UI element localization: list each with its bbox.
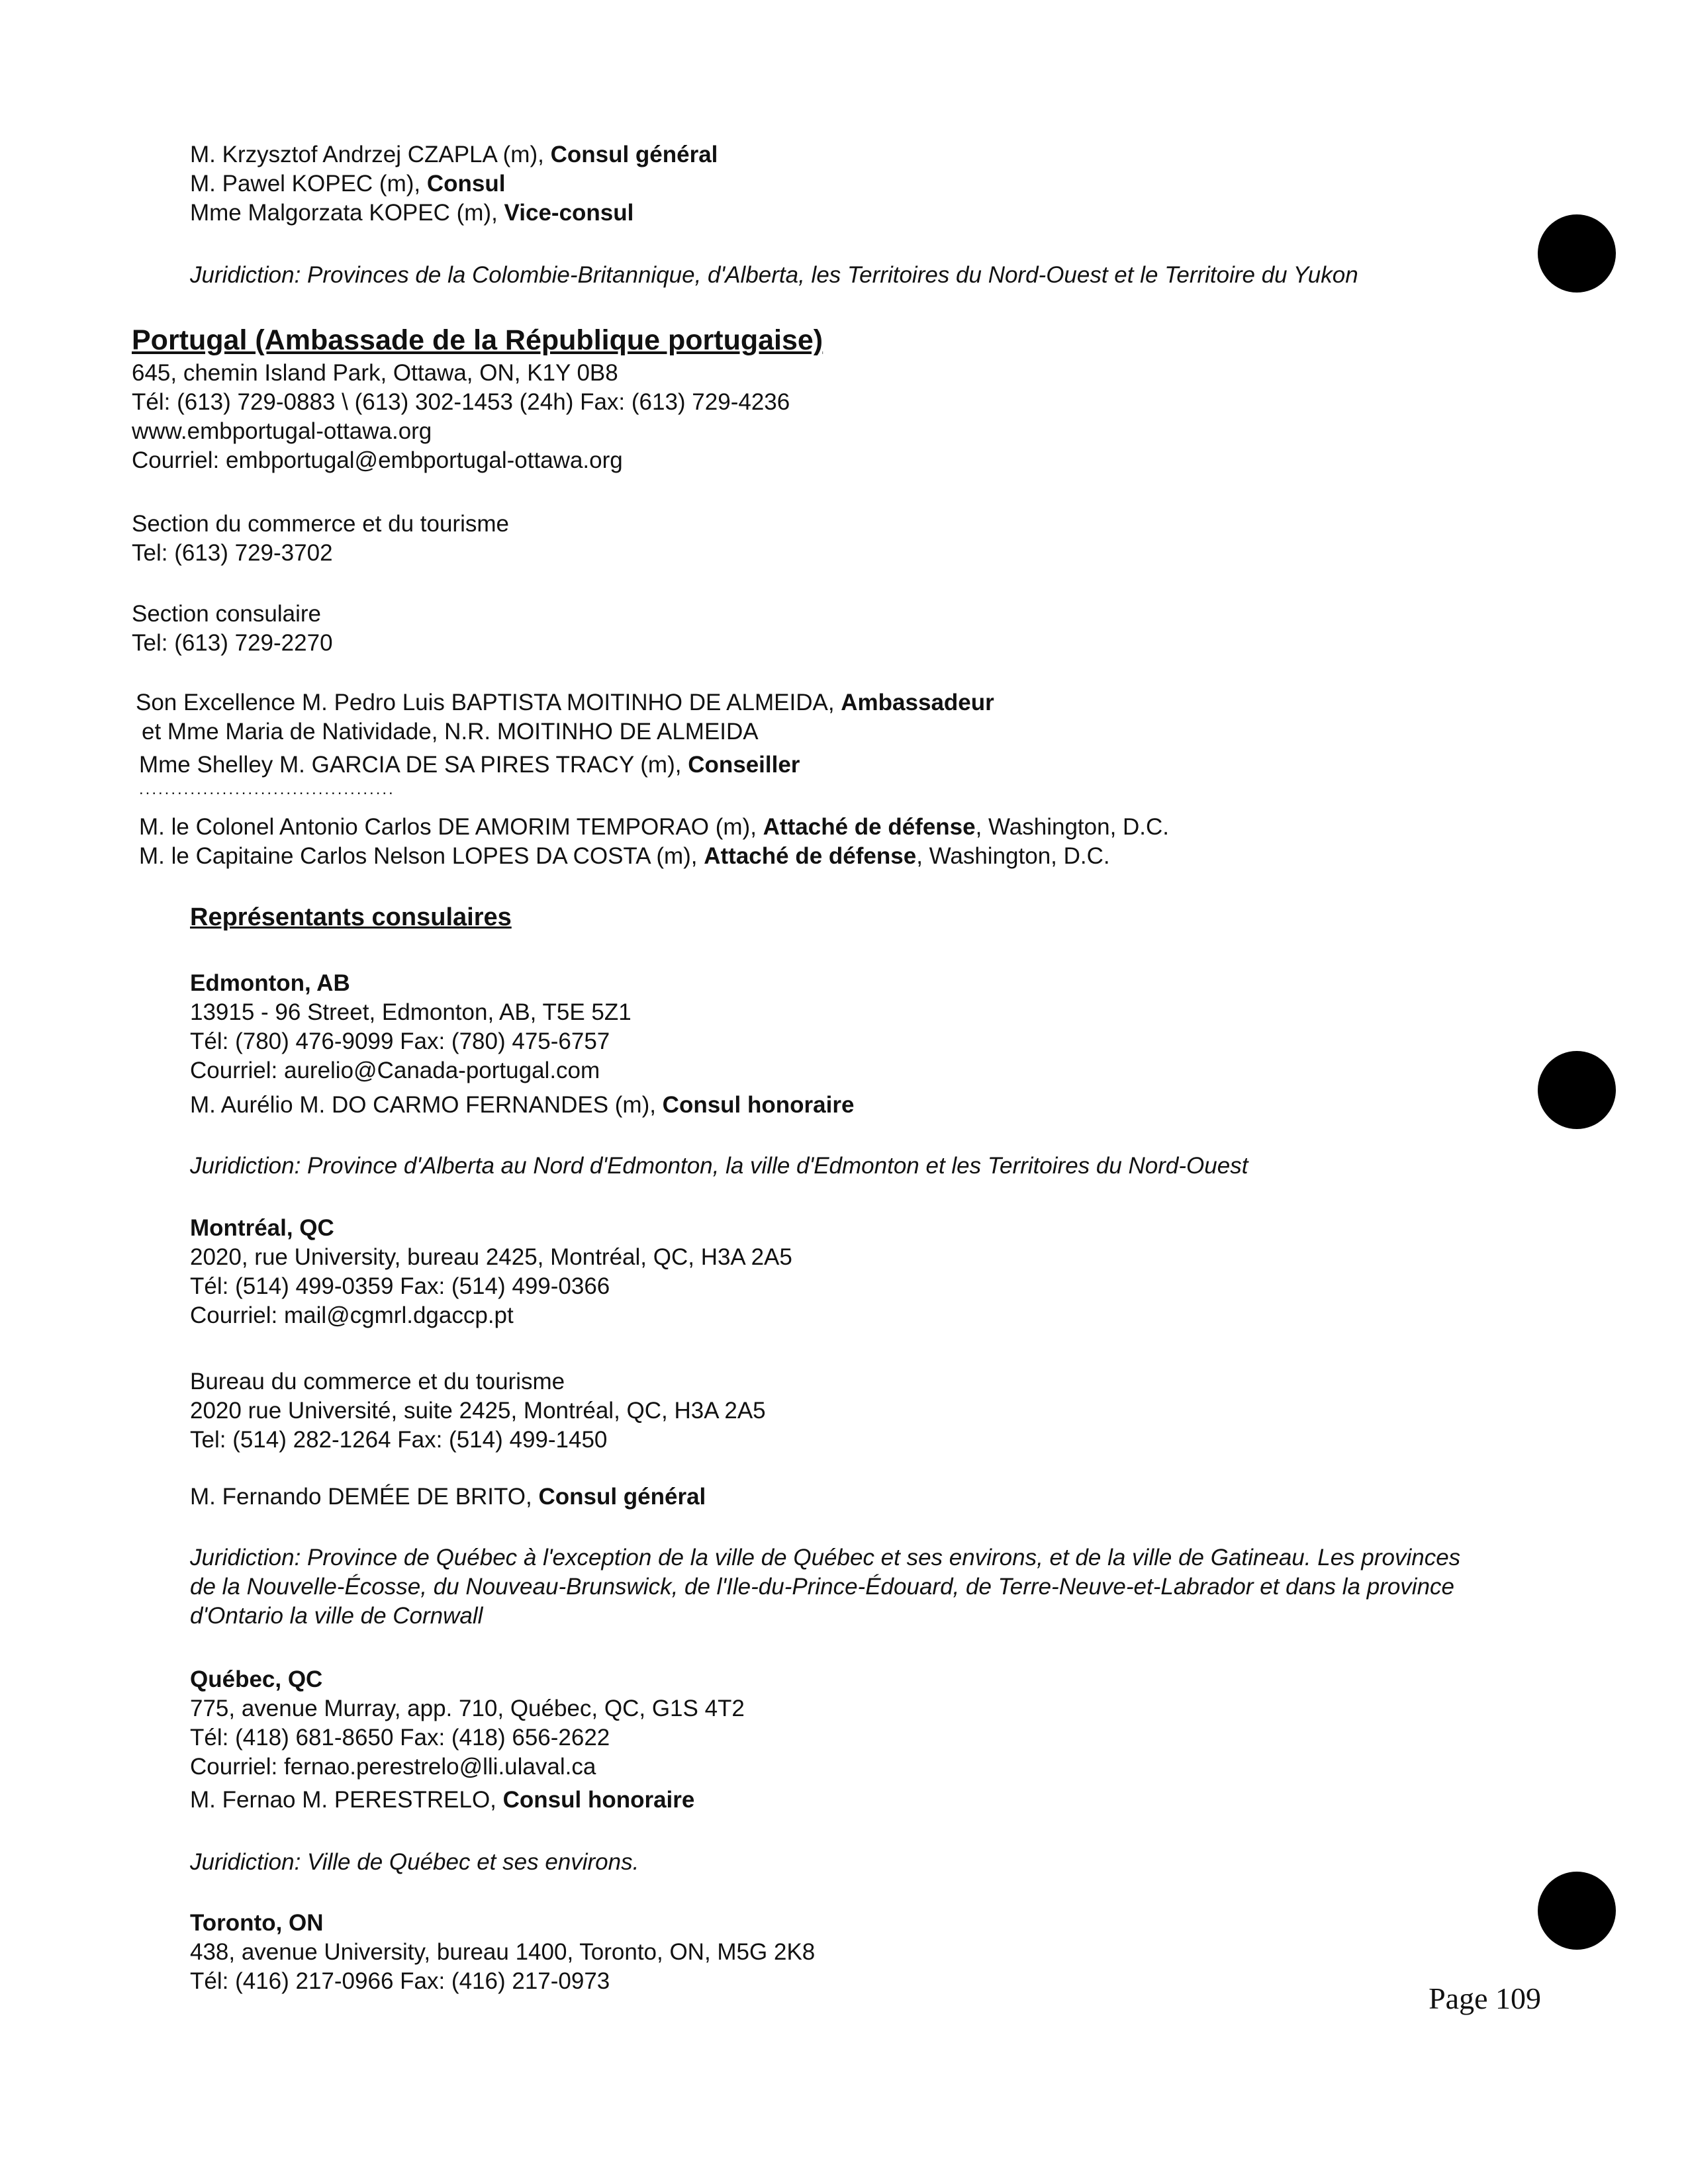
officer-title: Consul général [550,142,718,167]
ambassador-title: Ambassadeur [841,690,994,715]
officer-line [190,169,718,199]
attache-name: M. le Capitaine Carlos Nelson LOPES DA COSTA (m), [139,843,704,869]
embassy-heading: Portugal (Ambassade de la République portugaise) [132,324,823,356]
quebec-phone: Tél: (418) 681-8650 Fax: (418) 656-2622 [190,1725,610,1751]
trade-section-tel: Tel: (613) 729-3702 [132,540,333,566]
consular-section-tel: Tel: (613) 729-2270 [132,630,333,656]
officer-line [190,140,718,169]
ambassador-line [136,688,994,717]
quebec-jurisdiction: Juridiction: Ville de Québec et ses environs. [190,1849,639,1875]
toronto-address: 438, avenue University, bureau 1400, Toronto, ON, M5G 2K8 [190,1939,816,1965]
montreal-officer [190,1482,706,1512]
quebec-block [190,1665,745,1782]
attaches [139,813,1169,871]
edmonton-block [190,969,632,1085]
quebec-email: Courriel: fernao.perestrelo@lli.ulaval.ca [190,1754,596,1780]
quebec-officer-line [190,1786,694,1815]
counsellor [139,751,800,780]
embassy-address: 645, chemin Island Park, Ottawa, ON, K1Y 0B8 [132,360,618,386]
officer-name: M. Pawel KOPEC (m), [190,171,427,197]
attache-place: , Washington, D.C. [916,843,1110,869]
quebec-address: 775, avenue Murray, app. 710, Québec, QC, G1S 4T2 [190,1696,745,1721]
attache-title: Attaché de défense [704,843,917,869]
quebec-officer-title: Consul honoraire [502,1787,695,1813]
embassy-website: www.embportugal-ottawa.org [132,418,432,444]
edmonton-officer [190,1091,854,1120]
officer-name: Mme Malgorzata KOPEC (m), [190,200,504,226]
montreal-city: Montréal, QC [190,1215,334,1241]
punch-hole [1538,1872,1616,1950]
attache-place: , Washington, D.C. [975,814,1170,840]
montreal-officer-line [190,1482,706,1512]
consular-section [132,600,333,658]
edmonton-jurisdiction: Juridiction: Province d'Alberta au Nord d'Edmonton, la ville d'Edmonton et les Territoires du Nord-Ouest [190,1153,1248,1179]
trade-section-label: Section du commerce et du tourisme [132,511,509,537]
reps-heading: Représentants consulaires [190,903,512,931]
edmonton-officer-name: M. Aurélio M. DO CARMO FERNANDES (m), [190,1092,663,1118]
montreal-officer-title: Consul général [538,1484,706,1510]
attache-title: Attaché de défense [763,814,976,840]
toronto-phone: Tél: (416) 217-0966 Fax: (416) 217-0973 [190,1968,610,1994]
toronto-block [190,1909,815,1996]
montreal-trade-address: 2020 rue Université, suite 2425, Montréal, QC, H3A 2A5 [190,1398,766,1424]
consulate-jurisdiction: Juridiction: Provinces de la Colombie-Britannique, d'Alberta, les Territoires du Nord-Ouest et le Territoire du Yukon [190,262,1358,288]
counsellor-name: Mme Shelley M. GARCIA DE SA PIRES TRACY (m), [139,752,688,778]
toronto-city: Toronto, ON [190,1910,324,1936]
separator: ........................................ [139,780,395,798]
ambassador-name: Son Excellence M. Pedro Luis BAPTISTA MOITINHO DE ALMEIDA, [136,690,841,715]
punch-hole [1538,1051,1616,1129]
montreal-trade-label: Bureau du commerce et du tourisme [190,1369,565,1394]
consulate-officers [190,140,718,228]
officer-title: Vice-consul [504,200,634,226]
quebec-officer [190,1786,694,1815]
attache-name: M. le Colonel Antonio Carlos DE AMORIM TEMPORAO (m), [139,814,763,840]
montreal-address: 2020, rue University, bureau 2425, Montréal, QC, H3A 2A5 [190,1244,792,1270]
trade-section [132,510,509,568]
montreal-officer-name: M. Fernando DEMÉE DE BRITO, [190,1484,539,1510]
embassy-contact [132,359,790,475]
edmonton-phone: Tél: (780) 476-9099 Fax: (780) 475-6757 [190,1028,610,1054]
edmonton-address: 13915 - 96 Street, Edmonton, AB, T5E 5Z1 [190,999,632,1025]
punch-hole [1538,214,1616,293]
embassy-email: Courriel: embportugal@embportugal-ottawa.org [132,447,623,473]
montreal-trade-office [190,1367,766,1455]
edmonton-email: Courriel: aurelio@Canada-portugal.com [190,1058,600,1083]
officer-title: Consul [426,171,506,197]
ambassador-spouse: et Mme Maria de Natividade, N.R. MOITINHO DE ALMEIDA [142,719,759,745]
edmonton-officer-title: Consul honoraire [662,1092,855,1118]
counsellor-line [139,751,800,780]
montreal-trade-phone: Tel: (514) 282-1264 Fax: (514) 499-1450 [190,1427,608,1453]
page-number: Page 109 [1429,1981,1541,2015]
quebec-officer-name: M. Fernao M. PERESTRELO, [190,1787,503,1813]
consular-section-label: Section consulaire [132,601,321,627]
edmonton-officer-line [190,1091,854,1120]
embassy-phone: Tél: (613) 729-0883 \ (613) 302-1453 (24h) Fax: (613) 729-4236 [132,389,790,415]
quebec-city: Québec, QC [190,1666,323,1692]
officer-name: M. Krzysztof Andrzej CZAPLA (m), [190,142,551,167]
montreal-phone: Tél: (514) 499-0359 Fax: (514) 499-0366 [190,1273,610,1299]
edmonton-city: Edmonton, AB [190,970,350,996]
montreal-email: Courriel: mail@cgmrl.dgaccp.pt [190,1302,514,1328]
montreal-block [190,1214,792,1330]
ambassador [136,688,994,717]
counsellor-title: Conseiller [688,752,800,778]
attache-line [139,842,1169,871]
montreal-jurisdiction: Juridiction: Province de Québec à l'exception de la ville de Québec et ses environs, et de la ville de Gatineau. Les provinces de la Nouvelle-Écosse, du Nouveau-Brunswick, de l'Ile-du-Prince-Édouard, de Terre-Neuve-et-Labrador et dans la province d'Ontario la ville de Cornwall [190,1545,1461,1629]
officer-line [190,199,718,228]
attache-line [139,813,1169,842]
